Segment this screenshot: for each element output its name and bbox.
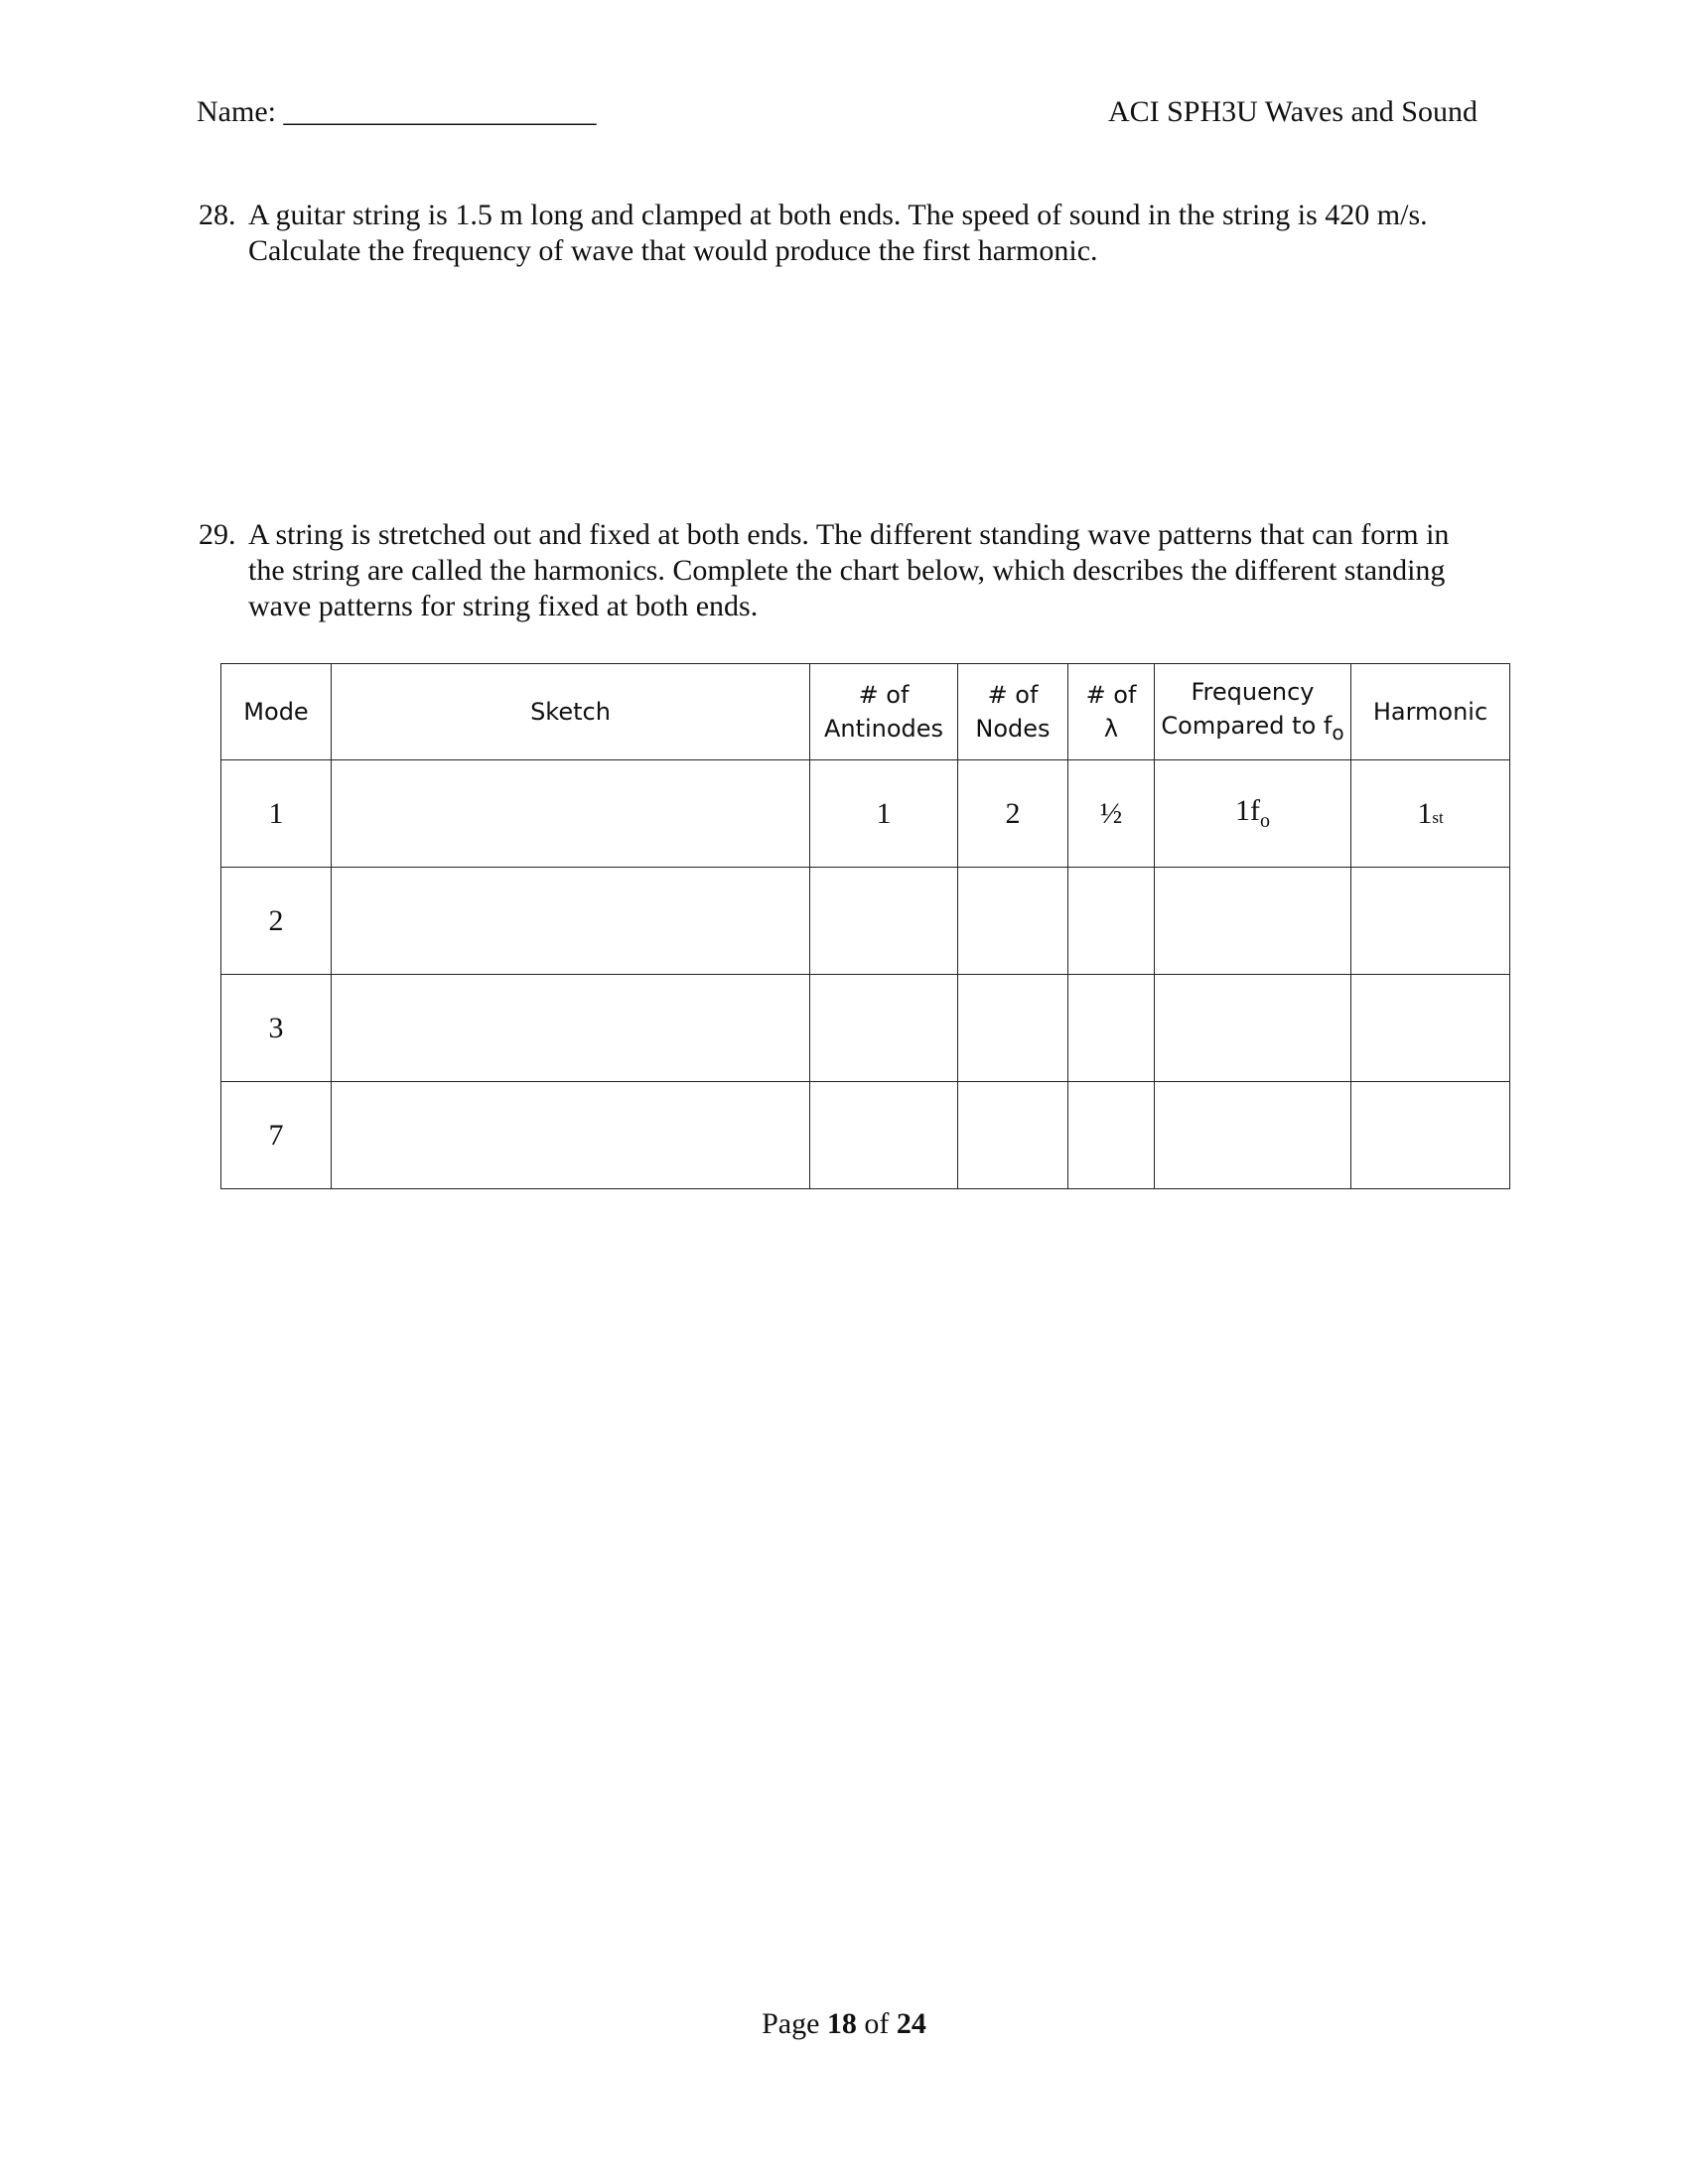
table-header-row <box>221 664 1510 760</box>
question-number: 28. <box>199 199 236 231</box>
header-antinodes-line2: Antinodes <box>823 715 944 743</box>
table-row <box>221 975 1510 1082</box>
header-frequency-subscript: o <box>1332 720 1344 745</box>
cell-mode: 1 <box>221 760 332 868</box>
page-number <box>0 2007 1688 2041</box>
cell-mode: 3 <box>221 975 332 1082</box>
question-number: 29. <box>199 518 236 551</box>
cell-nodes[interactable] <box>958 1082 1068 1189</box>
cell-antinodes[interactable] <box>810 1082 958 1189</box>
cell-frequency-subscript: o <box>1260 810 1270 832</box>
header-frequency-line1: Frequency <box>1191 677 1315 706</box>
cell-sketch <box>332 760 810 868</box>
header-antinodes-line1: # of <box>858 681 910 709</box>
page-current: 18 <box>826 2007 857 2040</box>
cell-nodes[interactable] <box>958 975 1068 1082</box>
header-mode: Mode <box>221 664 332 760</box>
harmonics-table <box>220 663 1510 1189</box>
cell-mode: 2 <box>221 868 332 975</box>
cell-harmonic[interactable] <box>1351 975 1510 1082</box>
header-frequency-line2: Compared to f <box>1161 711 1333 740</box>
cell-frequency[interactable] <box>1155 975 1351 1082</box>
cell-frequency[interactable] <box>1155 1082 1351 1189</box>
cell-nodes[interactable] <box>958 868 1068 975</box>
cell-nodes: 2 <box>958 760 1068 868</box>
header-wavelengths-line1: # of <box>1085 681 1137 709</box>
cell-frequency[interactable] <box>1155 868 1351 975</box>
page-prefix: Page <box>762 2007 827 2040</box>
page-of: of <box>856 2007 897 2040</box>
cell-wavelengths: ½ <box>1068 760 1155 868</box>
cell-frequency-value: 1f <box>1235 794 1260 827</box>
cell-harmonic-value: 1 <box>1417 796 1433 830</box>
table-row <box>221 868 1510 975</box>
header-wavelengths-line2: λ <box>1103 715 1119 743</box>
header-nodes <box>958 664 1068 760</box>
course-title: ACI SPH3U Waves and Sound <box>1107 95 1477 128</box>
name-field-label: Name: _____________________ <box>197 95 597 128</box>
cell-antinodes[interactable] <box>810 975 958 1082</box>
cell-antinodes: 1 <box>810 760 958 868</box>
page-total: 24 <box>896 2007 926 2040</box>
header-sketch: Sketch <box>332 664 810 760</box>
question-29 <box>199 517 1489 624</box>
question-text: A string is stretched out and fixed at both ends. The different standing wave patterns that can form in the string are called the harmonics. Complete the chart below, which describes the different standing wave patterns for string fixed at both ends. <box>248 518 1450 622</box>
header-antinodes <box>810 664 958 760</box>
cell-harmonic[interactable] <box>1351 868 1510 975</box>
cell-frequency <box>1155 760 1351 868</box>
cell-mode: 7 <box>221 1082 332 1189</box>
cell-harmonic[interactable] <box>1351 1082 1510 1189</box>
cell-wavelengths[interactable] <box>1068 1082 1155 1189</box>
table-row <box>221 760 1510 868</box>
question-28 <box>199 198 1489 269</box>
header-frequency <box>1155 664 1351 760</box>
cell-wavelengths[interactable] <box>1068 868 1155 975</box>
cell-sketch[interactable] <box>332 975 810 1082</box>
header-nodes-line2: Nodes <box>975 715 1051 743</box>
cell-sketch[interactable] <box>332 1082 810 1189</box>
cell-harmonic-suffix: st <box>1432 807 1444 827</box>
question-text: A guitar string is 1.5 m long and clamped at both ends. The speed of sound in the string is 420 m/s. Calculate the frequency of wave that would produce the first harmonic. <box>248 199 1428 267</box>
cell-sketch[interactable] <box>332 868 810 975</box>
cell-wavelengths[interactable] <box>1068 975 1155 1082</box>
header-harmonic: Harmonic <box>1351 664 1510 760</box>
table-row <box>221 1082 1510 1189</box>
header-nodes-line1: # of <box>987 681 1039 709</box>
cell-harmonic <box>1351 760 1510 868</box>
cell-antinodes[interactable] <box>810 868 958 975</box>
header-wavelengths <box>1068 664 1155 760</box>
